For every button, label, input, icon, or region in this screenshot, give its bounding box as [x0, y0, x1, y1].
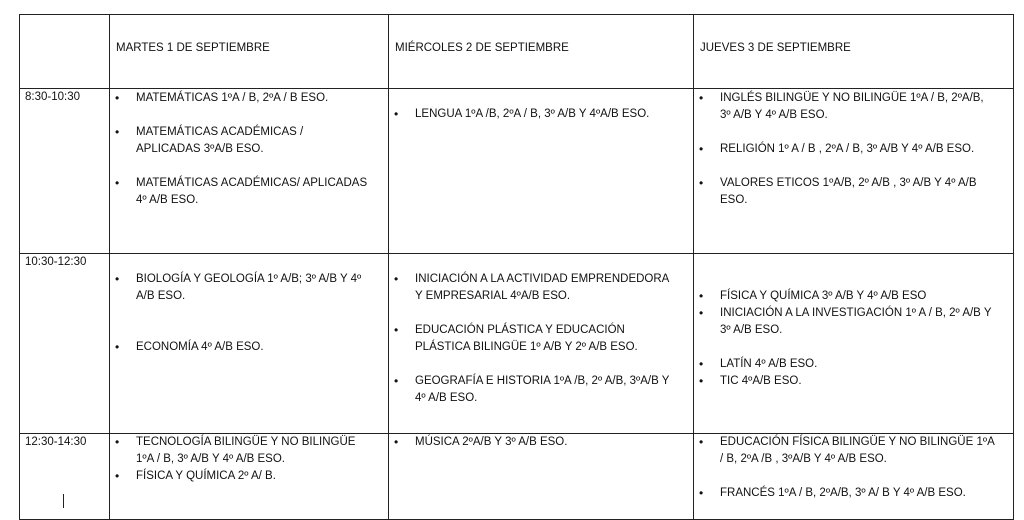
subjects-cell	[389, 254, 694, 434]
list-item: • EDUCACIÓN FÍSICA BILINGÜE Y NO BILINGÜE 1ºA / B, 2ºA /B , 3ºA/B Y 4º A/B ESO.	[694, 434, 995, 468]
list-item: • INICIACIÓN A LA ACTIVIDAD EMPRENDEDORA Y EMPRESARIAL 4ºA/B ESO.	[389, 271, 675, 305]
header-tuesday: MARTES 1 DE SEPTIEMBRE	[110, 15, 389, 89]
list-item: • BIOLOGÍA Y GEOLOGÍA 1º A/B; 3º A/B Y 4º A/B ESO.	[110, 271, 370, 305]
list-item: • VALORES ETICOS 1ºA/B, 2º A/B , 3º A/B Y 4º A/B ESO.	[694, 175, 995, 209]
subject-list	[110, 89, 370, 209]
table-row	[20, 89, 1014, 254]
time-slot: 8:30-10:30	[20, 89, 110, 254]
list-item: • MATEMÁTICAS ACADÉMICAS/ APLICADAS 4º A/B ESO.	[110, 175, 370, 209]
subject-list	[389, 89, 675, 123]
subject-list	[110, 434, 370, 485]
subjects-cell	[110, 89, 389, 254]
header-blank-cell	[20, 15, 110, 89]
subject-list	[389, 254, 675, 407]
header-wednesday: MIÉRCOLES 2 DE SEPTIEMBRE	[389, 15, 694, 89]
list-item: • LATÍN 4º A/B ESO.	[694, 356, 995, 373]
subjects-cell	[110, 434, 389, 520]
time-slot: 10:30-12:30	[20, 254, 110, 434]
subjects-cell	[694, 434, 1014, 520]
list-item: • LENGUA 1ºA /B, 2ºA / B, 3º A/B Y 4ºA/B ESO.	[389, 106, 675, 123]
subject-list	[110, 254, 370, 356]
subjects-cell	[694, 89, 1014, 254]
list-item: • FÍSICA Y QUÍMICA 2º A/ B.	[110, 468, 370, 485]
list-item: • FÍSICA Y QUÍMICA 3º A/B Y 4º A/B ESO	[694, 288, 995, 305]
list-item: • GEOGRAFÍA E HISTORIA 1ºA /B, 2º A/B, 3ºA/B Y 4º A/B ESO.	[389, 373, 675, 407]
table-row	[20, 254, 1014, 434]
list-item: • MATEMÁTICAS ACADÉMICAS / APLICADAS 3ºA/B ESO.	[110, 124, 370, 158]
subject-list	[389, 434, 675, 451]
subject-list	[694, 89, 995, 209]
margin-mark	[63, 494, 64, 508]
list-item: • FRANCÉS 1ºA / B, 2ºA/B, 3º A/ B Y 4º A/B ESO.	[694, 485, 995, 502]
list-item: • MÚSICA 2ºA/B Y 3º A/B ESO.	[389, 434, 675, 451]
list-item: • INGLÉS BILINGÜE Y NO BILINGÜE 1ºA / B, 2ºA/B, 3º A/B Y 4º A/B ESO.	[694, 90, 995, 124]
subjects-cell	[694, 254, 1014, 434]
header-row	[20, 15, 1014, 89]
subjects-cell	[389, 89, 694, 254]
list-item: • EDUCACIÓN PLÁSTICA Y EDUCACIÓN PLÁSTICA BILINGÜE 1º A/B Y 2º A/B ESO.	[389, 322, 675, 356]
list-item: • RELIGIÓN 1º A / B , 2ºA / B, 3º A/B Y 4º A/B ESO.	[694, 141, 995, 158]
subjects-cell	[389, 434, 694, 520]
list-item: • TIC 4ºA/B ESO.	[694, 373, 995, 390]
list-item: • MATEMÁTICAS 1ºA / B, 2ºA / B ESO.	[110, 90, 370, 107]
exam-schedule-table	[19, 14, 1014, 520]
list-item: • ECONOMÍA 4º A/B ESO.	[110, 339, 370, 356]
subjects-cell	[110, 254, 389, 434]
subject-list	[694, 434, 995, 502]
header-thursday: JUEVES 3 DE SEPTIEMBRE	[694, 15, 1014, 89]
time-slot: 12:30-14:30	[20, 434, 110, 520]
table-row	[20, 434, 1014, 520]
subject-list	[694, 254, 995, 390]
list-item: • INICIACIÓN A LA INVESTIGACIÓN 1º A / B, 2º A/B Y 3º A/B ESO.	[694, 305, 995, 339]
list-item: • TECNOLOGÍA BILINGÜE Y NO BILINGÜE 1ºA / B, 3º A/B Y 4º A/B ESO.	[110, 434, 370, 468]
